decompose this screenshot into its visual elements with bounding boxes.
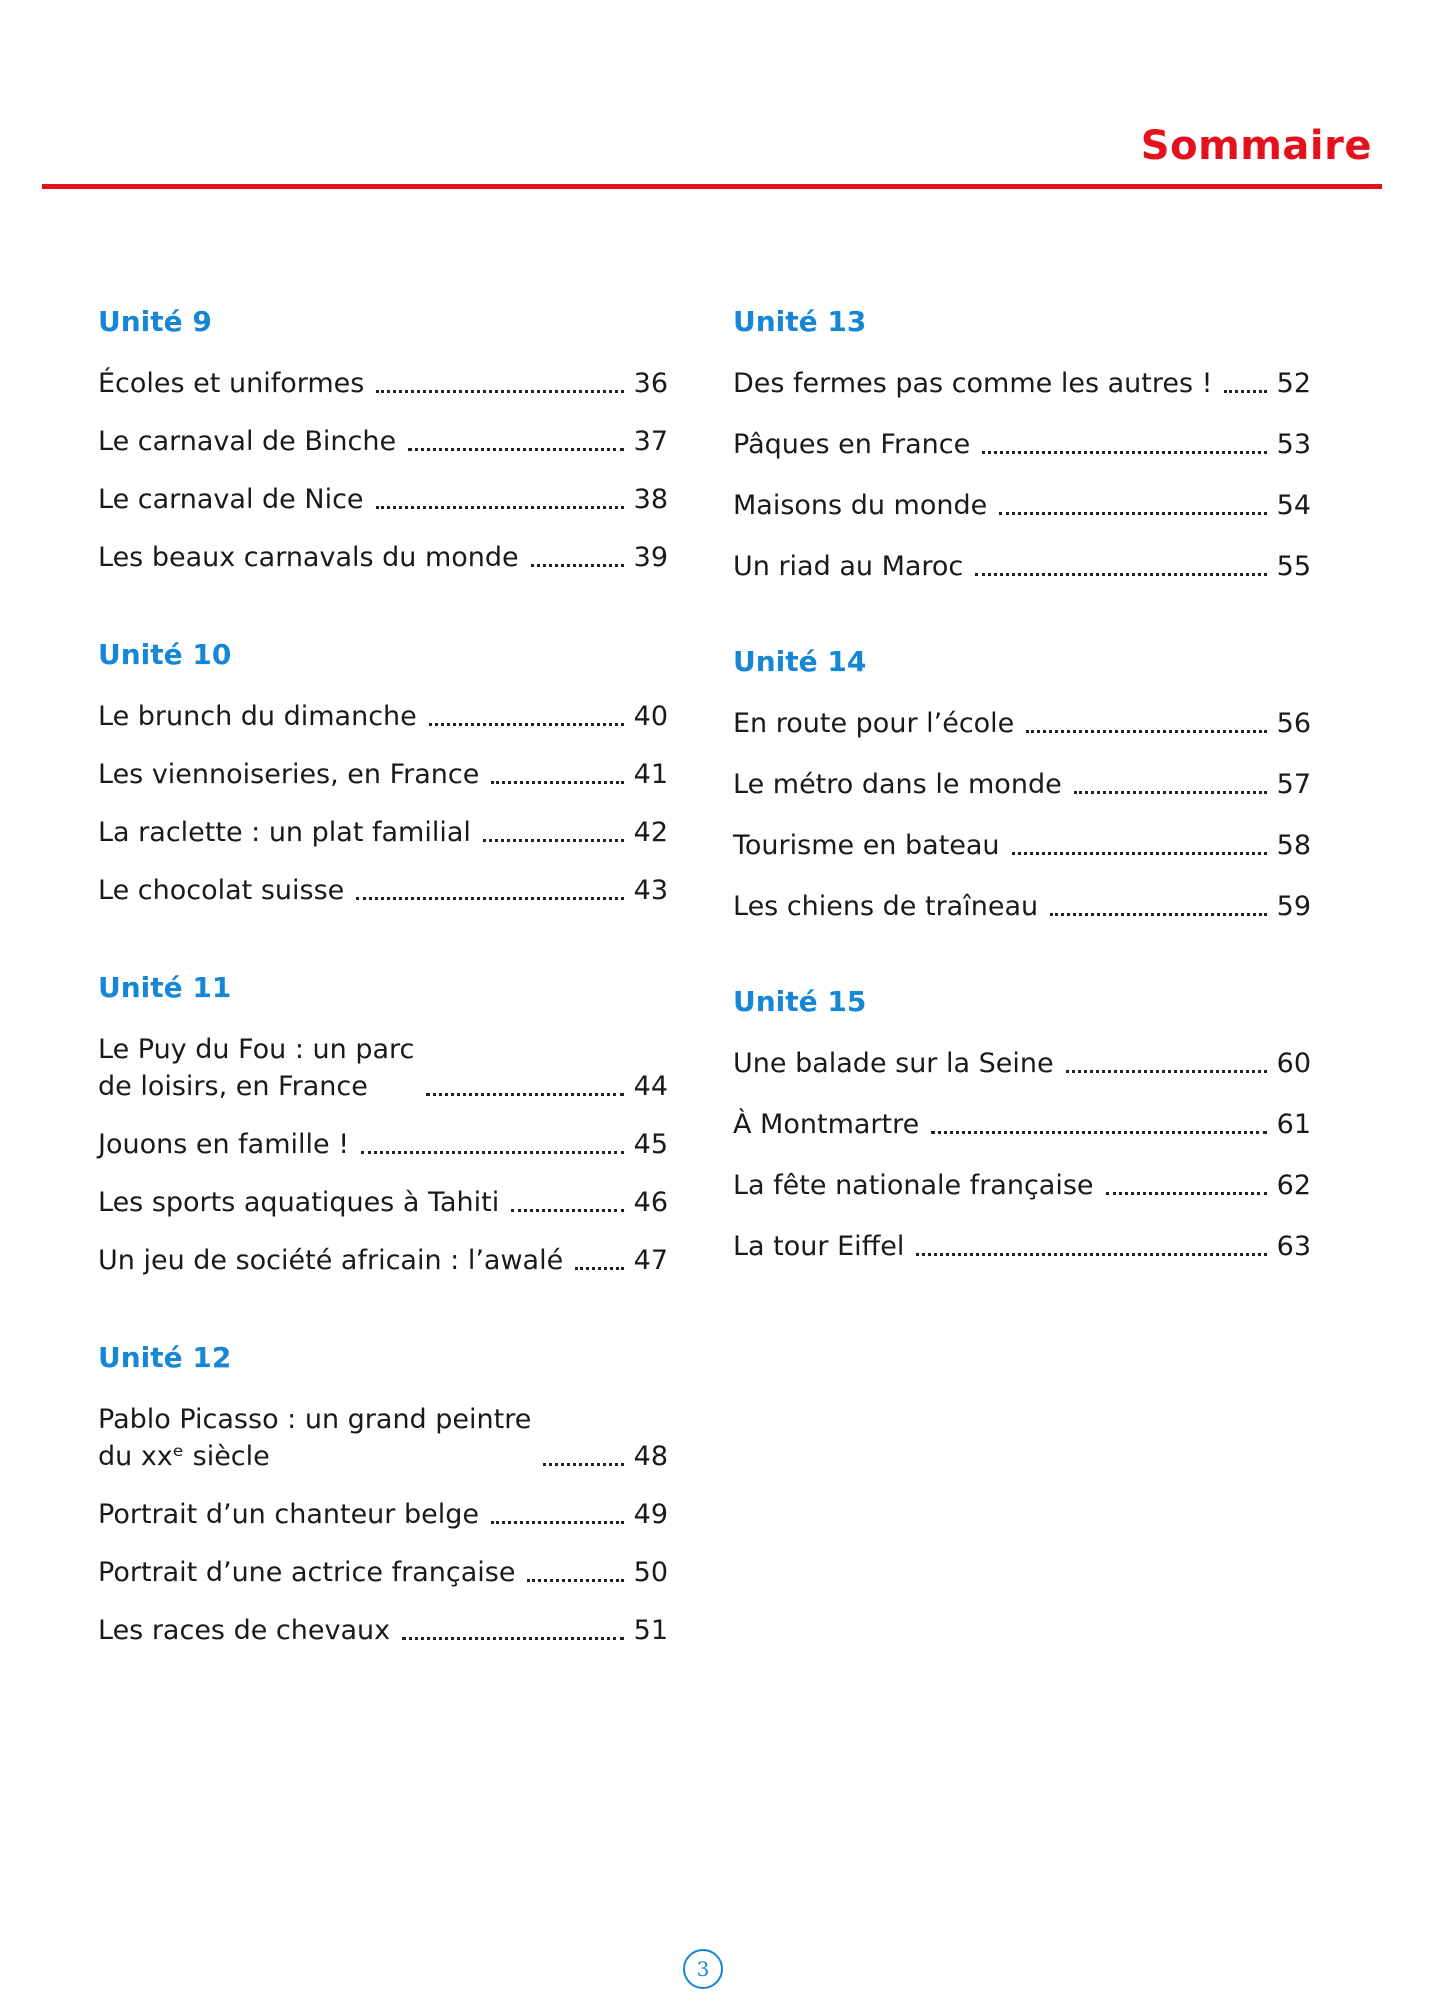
unit-section — [98, 971, 668, 1279]
toc-entry-page: 45 — [633, 1129, 668, 1160]
dot-leader — [491, 781, 623, 784]
title-underline — [42, 184, 1382, 189]
toc-entry-page: 37 — [633, 426, 668, 457]
dot-leader — [1106, 1192, 1267, 1195]
toc-entry-page: 60 — [1276, 1048, 1311, 1079]
toc-entry-page: 38 — [633, 484, 668, 515]
toc-entry-title: À Montmartre — [733, 1109, 920, 1140]
dot-leader — [1026, 730, 1266, 733]
dot-leader — [511, 1209, 623, 1212]
toc-entry-title: Les races de chevaux — [98, 1615, 391, 1646]
toc-entry-title: Une balade sur la Seine — [733, 1048, 1054, 1079]
page-number-badge: 3 — [683, 1949, 723, 1989]
toc-entry-page: 44 — [633, 1071, 668, 1102]
toc-entry — [98, 1496, 668, 1533]
dot-leader — [429, 723, 624, 726]
toc-entry-title: En route pour l’école — [733, 708, 1015, 739]
toc-entry — [98, 481, 668, 518]
unit-heading: Unité 9 — [98, 305, 212, 338]
toc-entry-title: Les beaux carnavals du monde — [98, 542, 519, 573]
toc-entry-title: Écoles et uniformes — [98, 368, 365, 399]
toc-entry — [98, 1401, 668, 1475]
toc-entry-page: 52 — [1276, 368, 1311, 399]
toc-entry-page: 55 — [1276, 551, 1311, 582]
toc-entry-page: 58 — [1276, 830, 1311, 861]
toc-entry — [98, 1126, 668, 1163]
unit-heading: Unité 11 — [98, 971, 232, 1004]
unit-heading: Unité 10 — [98, 638, 232, 671]
toc-entry-page: 42 — [633, 817, 668, 848]
toc-entry — [733, 827, 1311, 864]
dot-leader — [543, 1463, 623, 1466]
dot-leader — [975, 573, 1266, 576]
toc-entry-title: Maisons du monde — [733, 490, 988, 521]
unit-section — [733, 305, 1311, 585]
toc-entry — [733, 1106, 1311, 1143]
dot-leader — [408, 448, 624, 451]
toc-entry-page: 62 — [1276, 1170, 1311, 1201]
dot-leader — [483, 839, 624, 842]
unit-heading: Unité 12 — [98, 1341, 232, 1374]
dot-leader — [916, 1253, 1266, 1256]
toc-entry-title: Le Puy du Fou : un parc de loisirs, en France — [98, 1034, 415, 1102]
toc-entry-title: Un jeu de société africain : l’awalé — [98, 1245, 564, 1276]
toc-entry — [98, 698, 668, 735]
toc-entry — [733, 1045, 1311, 1082]
unit-section — [98, 305, 668, 576]
toc-entry — [98, 1184, 668, 1221]
toc-entry — [733, 766, 1311, 803]
dot-leader — [361, 1151, 624, 1154]
toc-entry-page: 51 — [633, 1615, 668, 1646]
toc-entry-title: Jouons en famille ! — [98, 1129, 350, 1160]
dot-leader — [376, 390, 623, 393]
unit-heading: Unité 14 — [733, 645, 867, 678]
right-column — [733, 305, 1311, 1325]
dot-leader — [575, 1267, 623, 1270]
unit-section — [733, 985, 1311, 1265]
toc-entry-title: Pâques en France — [733, 429, 971, 460]
dot-leader — [1012, 852, 1267, 855]
toc-entry-page: 43 — [633, 875, 668, 906]
toc-entry — [98, 1554, 668, 1591]
dot-leader — [531, 564, 624, 567]
toc-entry-page: 50 — [633, 1557, 668, 1588]
page-title: Sommaire — [1140, 123, 1372, 169]
toc-entry-title: Les chiens de traîneau — [733, 891, 1039, 922]
dot-leader — [376, 506, 624, 509]
toc-entry — [733, 548, 1311, 585]
dot-leader — [1066, 1070, 1267, 1073]
dot-leader — [1074, 791, 1267, 794]
unit-heading: Unité 13 — [733, 305, 867, 338]
dot-leader — [931, 1131, 1266, 1134]
dot-leader — [426, 1093, 623, 1096]
toc-entry-page: 48 — [633, 1441, 668, 1472]
toc-entry-title: Les viennoiseries, en France — [98, 759, 480, 790]
unit-heading: Unité 15 — [733, 985, 867, 1018]
unit-section — [733, 645, 1311, 925]
left-column — [98, 305, 668, 1711]
toc-entry-title: Les sports aquatiques à Tahiti — [98, 1187, 500, 1218]
dot-leader — [491, 1521, 624, 1524]
toc-entry — [733, 426, 1311, 463]
dot-leader — [527, 1579, 623, 1582]
toc-entry-page: 36 — [633, 368, 668, 399]
toc-entry-page: 63 — [1276, 1231, 1311, 1262]
toc-entry — [98, 814, 668, 851]
toc-entry-page: 57 — [1276, 769, 1311, 800]
unit-section — [98, 638, 668, 909]
toc-entry — [733, 1167, 1311, 1204]
dot-leader — [982, 451, 1266, 454]
toc-entry — [733, 1228, 1311, 1265]
toc-entry — [733, 365, 1311, 402]
dot-leader — [999, 512, 1266, 515]
toc-entry-title: Le carnaval de Binche — [98, 426, 397, 457]
toc-entry-page: 49 — [633, 1499, 668, 1530]
dot-leader — [1224, 390, 1266, 393]
dot-leader — [1050, 913, 1267, 916]
toc-entry-title: Tourisme en bateau — [733, 830, 1000, 861]
toc-entry-page: 61 — [1276, 1109, 1311, 1140]
toc-entry-title: Portrait d’un chanteur belge — [98, 1499, 479, 1530]
toc-entry — [98, 1612, 668, 1649]
toc-entry-title: Le chocolat suisse — [98, 875, 345, 906]
toc-entry-title: La raclette : un plat familial — [98, 817, 471, 848]
toc-entry — [733, 487, 1311, 524]
toc-entry-title: Des fermes pas comme les autres ! — [733, 368, 1213, 399]
toc-entry-page: 56 — [1276, 708, 1311, 739]
toc-entry — [733, 705, 1311, 742]
toc-entry — [733, 888, 1311, 925]
toc-entry-title: Le métro dans le monde — [733, 769, 1062, 800]
unit-section — [98, 1341, 668, 1649]
toc-entry-title: Le brunch du dimanche — [98, 701, 417, 732]
toc-entry-page: 40 — [633, 701, 668, 732]
toc-entry-page: 53 — [1276, 429, 1311, 460]
toc-entry-page: 59 — [1276, 891, 1311, 922]
toc-entry-page: 41 — [633, 759, 668, 790]
toc-entry-title: Portrait d’une actrice française — [98, 1557, 516, 1588]
dot-leader — [402, 1637, 624, 1640]
toc-entry-page: 46 — [633, 1187, 668, 1218]
toc-entry — [98, 539, 668, 576]
toc-entry — [98, 365, 668, 402]
toc-entry-page: 47 — [633, 1245, 668, 1276]
toc-entry-title: Le carnaval de Nice — [98, 484, 364, 515]
toc-entry — [98, 423, 668, 460]
toc-entry — [98, 756, 668, 793]
toc-entry-page: 54 — [1276, 490, 1311, 521]
dot-leader — [356, 897, 623, 900]
toc-entry-title: La fête nationale française — [733, 1170, 1094, 1201]
toc-entry — [98, 1031, 668, 1105]
toc-entry-title: La tour Eiffel — [733, 1231, 905, 1262]
toc-entry-page: 39 — [633, 542, 668, 573]
toc-entry — [98, 872, 668, 909]
toc-entry-title: Pablo Picasso : un grand peintre du xxᵉ siècle — [98, 1404, 532, 1472]
toc-entry-title: Un riad au Maroc — [733, 551, 964, 582]
toc-entry — [98, 1242, 668, 1279]
